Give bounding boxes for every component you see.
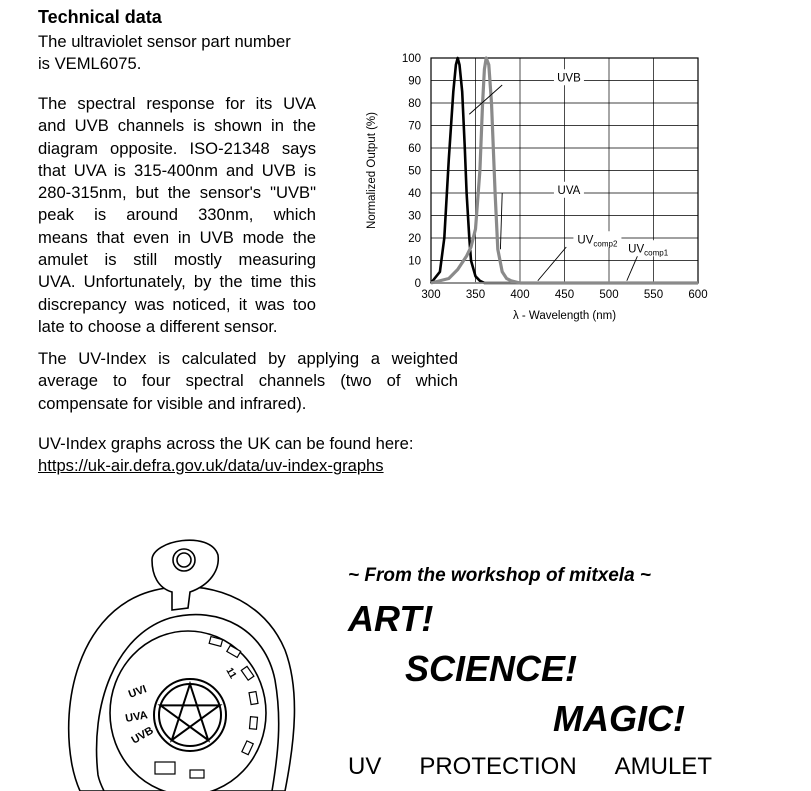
y-tick-label: 80 <box>408 98 421 110</box>
tagline: ~ From the workshop of mitxela ~ <box>348 565 652 586</box>
amulet-bail-hole-inner <box>177 553 191 567</box>
annotation-uvb-leader <box>469 85 502 114</box>
annotation-uvcomp2-leader <box>538 247 566 281</box>
uvindex-line: compensate for visible and infrared). <box>38 393 307 413</box>
x-tick-label: 600 <box>688 289 708 301</box>
headline-magic: MAGIC! <box>553 698 685 739</box>
amulet-title-word: PROTECTION <box>419 753 577 780</box>
amulet-label-uvi: UVI <box>126 683 149 701</box>
spectral-line: peak is around 330nm, which <box>38 205 316 225</box>
y-tick-label: 100 <box>401 53 421 65</box>
graphs-paragraph <box>38 433 413 478</box>
smd-component <box>155 762 175 774</box>
x-tick-label: 450 <box>554 289 575 301</box>
spectral-line: discrepancy was noticed, it was too <box>38 294 316 314</box>
y-tick-label: 0 <box>414 278 421 290</box>
y-tick-label: 10 <box>408 255 421 268</box>
x-tick-label: 550 <box>643 289 664 301</box>
annotation-uvcomp1: $UV_{comp1}$ <box>628 243 669 258</box>
amulet-label-number: 11 <box>223 666 239 681</box>
uv-index-graphs-link[interactable]: https://uk-air.defra.gov.uk/data/uv-index-graphs <box>38 456 384 476</box>
x-tick-label: 500 <box>599 289 619 301</box>
spectral-line: The spectral response for its UVA <box>38 94 316 113</box>
y-tick-label: 40 <box>408 188 421 200</box>
smd-component <box>249 717 257 730</box>
y-tick-label: 20 <box>408 233 421 245</box>
x-tick-label: 300 <box>421 289 441 301</box>
y-tick-label: 70 <box>408 120 421 133</box>
spectral-line: UVA. Unfortunately, by the time this <box>38 272 316 292</box>
x-axis-label: λ - Wavelength (nm) <box>512 310 617 322</box>
annotation-uva: UVA <box>557 184 581 197</box>
spectral-paragraph <box>38 93 316 338</box>
x-tick-label: 400 <box>510 289 530 301</box>
annotation-uvcomp1-leader <box>627 256 638 281</box>
amulet-label-uvb: UVB <box>129 724 156 747</box>
y-tick-label: 30 <box>408 210 421 223</box>
spectral-line: that UVA is 315-400nm and UVB is <box>38 160 316 180</box>
y-tick-label: 60 <box>408 143 421 155</box>
spectral-line: late to choose a different sensor. <box>38 316 278 336</box>
spectral-line: means that even in UVB mode the <box>38 227 316 247</box>
amulet-illustration <box>60 530 300 791</box>
annotation-uva-leader <box>500 193 502 249</box>
spectral-line: 280-315nm, but the sensor's "UVB" <box>38 183 316 203</box>
amulet-label-uva: UVA <box>124 709 149 725</box>
spectral-response-chart <box>355 40 715 340</box>
y-tick-label: 90 <box>408 75 421 88</box>
intro-line: The ultraviolet sensor part number <box>38 32 291 51</box>
uvindex-line: The UV-Index is calculated by applying a weighted <box>38 349 458 368</box>
headline-art: ART! <box>348 598 434 639</box>
y-tick-label: 50 <box>408 165 421 178</box>
spectral-line: amulet is still mostly measuring <box>38 250 316 270</box>
headline-science: SCIENCE! <box>405 648 578 689</box>
intro-paragraph <box>38 31 291 76</box>
smd-component <box>190 770 204 778</box>
amulet-title <box>348 753 712 781</box>
section-heading: Technical data <box>38 7 162 27</box>
y-axis-label: Normalized Output (%) <box>366 112 378 229</box>
smd-component <box>249 692 258 705</box>
x-tick-label: 350 <box>465 289 486 301</box>
uvindex-line: average to four spectral channels (two of which <box>38 371 458 391</box>
spectral-line: and UVB channels is shown in the <box>38 116 316 136</box>
amulet-title-word: UV <box>348 753 382 780</box>
spectral-line: diagram opposite. ISO-21348 says <box>38 138 316 158</box>
amulet-title-word: AMULET <box>614 753 712 780</box>
intro-line: is VEML6075. <box>38 54 142 74</box>
graphs-text: UV-Index graphs across the UK can be found here: <box>38 434 414 453</box>
uvindex-paragraph <box>38 348 458 415</box>
annotation-uvcomp2: $UV_{comp2}$ <box>577 234 618 249</box>
annotation-uvb: UVB <box>557 72 581 85</box>
